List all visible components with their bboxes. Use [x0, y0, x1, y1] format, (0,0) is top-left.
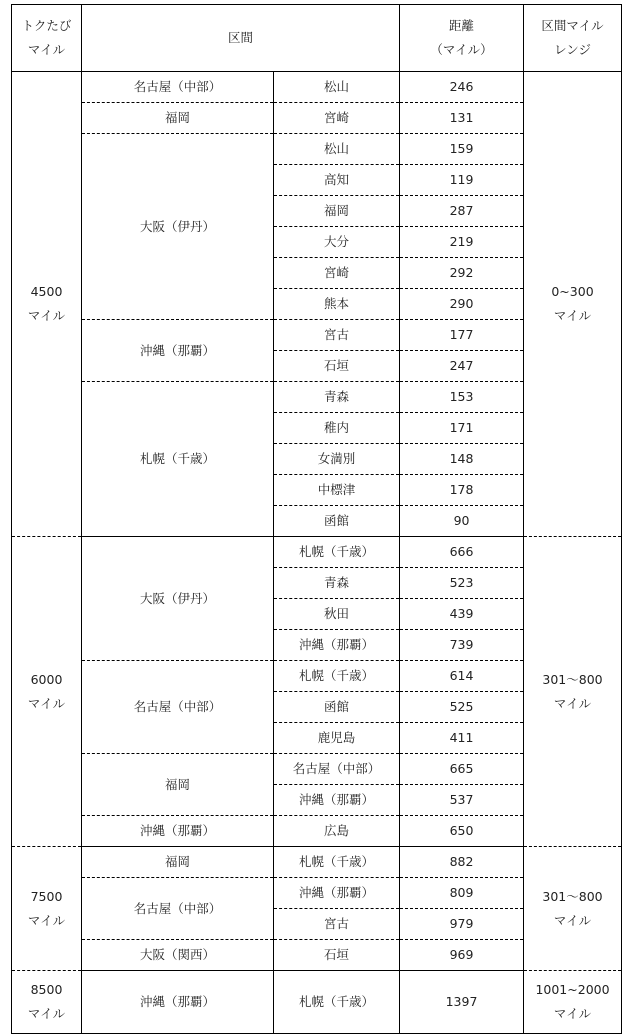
distance-cell: 650	[400, 816, 524, 847]
destination-cell: 宮古	[274, 909, 400, 940]
destination-cell: 青森	[274, 568, 400, 599]
destination-cell: 宮崎	[274, 103, 400, 134]
header-row	[12, 5, 622, 72]
distance-cell: 171	[400, 413, 524, 444]
tokutabi-miles-cell: 8500 マイル	[12, 971, 82, 1034]
origin-cell: 名古屋（中部）	[82, 72, 274, 103]
origin-cell: 福岡	[82, 103, 274, 134]
table-body	[12, 72, 622, 1034]
destination-cell: 熊本	[274, 289, 400, 320]
distance-cell: 290	[400, 289, 524, 320]
table-row	[12, 72, 622, 103]
distance-cell: 969	[400, 940, 524, 971]
distance-cell: 665	[400, 754, 524, 785]
destination-cell: 稚内	[274, 413, 400, 444]
destination-cell: 沖縄（那覇）	[274, 785, 400, 816]
distance-cell: 292	[400, 258, 524, 289]
header-miles: トクたび マイル	[12, 5, 82, 72]
distance-cell: 153	[400, 382, 524, 413]
distance-cell: 979	[400, 909, 524, 940]
distance-cell: 739	[400, 630, 524, 661]
distance-cell: 90	[400, 506, 524, 537]
distance-cell: 131	[400, 103, 524, 134]
distance-cell: 159	[400, 134, 524, 165]
distance-cell: 177	[400, 320, 524, 351]
destination-cell: 札幌（千歳）	[274, 971, 400, 1034]
origin-cell: 札幌（千歳）	[82, 382, 274, 537]
distance-cell: 525	[400, 692, 524, 723]
origin-cell: 大阪（関西）	[82, 940, 274, 971]
distance-cell: 287	[400, 196, 524, 227]
distance-cell: 614	[400, 661, 524, 692]
header-section: 区間	[82, 5, 400, 72]
destination-cell: 福岡	[274, 196, 400, 227]
destination-cell: 沖縄（那覇）	[274, 630, 400, 661]
distance-cell: 219	[400, 227, 524, 258]
destination-cell: 女満別	[274, 444, 400, 475]
distance-cell: 247	[400, 351, 524, 382]
origin-cell: 福岡	[82, 847, 274, 878]
table-row	[12, 537, 622, 568]
mile-range-cell: 1001~2000 マイル	[524, 971, 622, 1034]
destination-cell: 沖縄（那覇）	[274, 878, 400, 909]
mile-range-cell: 301～800 マイル	[524, 537, 622, 847]
tokutabi-miles-cell: 4500 マイル	[12, 72, 82, 537]
mile-range-cell: 0~300 マイル	[524, 72, 622, 537]
destination-cell: 札幌（千歳）	[274, 661, 400, 692]
origin-cell: 沖縄（那覇）	[82, 320, 274, 382]
table-row	[12, 971, 622, 1034]
distance-cell: 119	[400, 165, 524, 196]
origin-cell: 沖縄（那覇）	[82, 816, 274, 847]
destination-cell: 松山	[274, 134, 400, 165]
distance-cell: 1397	[400, 971, 524, 1034]
header-distance: 距離 （マイル）	[400, 5, 524, 72]
origin-cell: 沖縄（那覇）	[82, 971, 274, 1034]
destination-cell: 石垣	[274, 940, 400, 971]
origin-cell: 福岡	[82, 754, 274, 816]
mile-range-cell: 301～800 マイル	[524, 847, 622, 971]
distance-cell: 246	[400, 72, 524, 103]
table-row	[12, 847, 622, 878]
destination-cell: 青森	[274, 382, 400, 413]
tokutabi-mile-table	[11, 4, 622, 1034]
header-range: 区間マイル レンジ	[524, 5, 622, 72]
distance-cell: 439	[400, 599, 524, 630]
destination-cell: 札幌（千歳）	[274, 537, 400, 568]
distance-cell: 882	[400, 847, 524, 878]
origin-cell: 名古屋（中部）	[82, 878, 274, 940]
destination-cell: 函館	[274, 692, 400, 723]
distance-cell: 666	[400, 537, 524, 568]
destination-cell: 松山	[274, 72, 400, 103]
origin-cell: 大阪（伊丹）	[82, 134, 274, 320]
destination-cell: 石垣	[274, 351, 400, 382]
destination-cell: 名古屋（中部）	[274, 754, 400, 785]
distance-cell: 523	[400, 568, 524, 599]
destination-cell: 中標津	[274, 475, 400, 506]
distance-cell: 411	[400, 723, 524, 754]
tokutabi-miles-cell: 7500 マイル	[12, 847, 82, 971]
destination-cell: 札幌（千歳）	[274, 847, 400, 878]
destination-cell: 広島	[274, 816, 400, 847]
destination-cell: 高知	[274, 165, 400, 196]
distance-cell: 809	[400, 878, 524, 909]
distance-cell: 178	[400, 475, 524, 506]
distance-cell: 537	[400, 785, 524, 816]
destination-cell: 鹿児島	[274, 723, 400, 754]
origin-cell: 大阪（伊丹）	[82, 537, 274, 661]
destination-cell: 宮古	[274, 320, 400, 351]
tokutabi-miles-cell: 6000 マイル	[12, 537, 82, 847]
distance-cell: 148	[400, 444, 524, 475]
origin-cell: 名古屋（中部）	[82, 661, 274, 754]
destination-cell: 宮崎	[274, 258, 400, 289]
destination-cell: 秋田	[274, 599, 400, 630]
destination-cell: 函館	[274, 506, 400, 537]
destination-cell: 大分	[274, 227, 400, 258]
